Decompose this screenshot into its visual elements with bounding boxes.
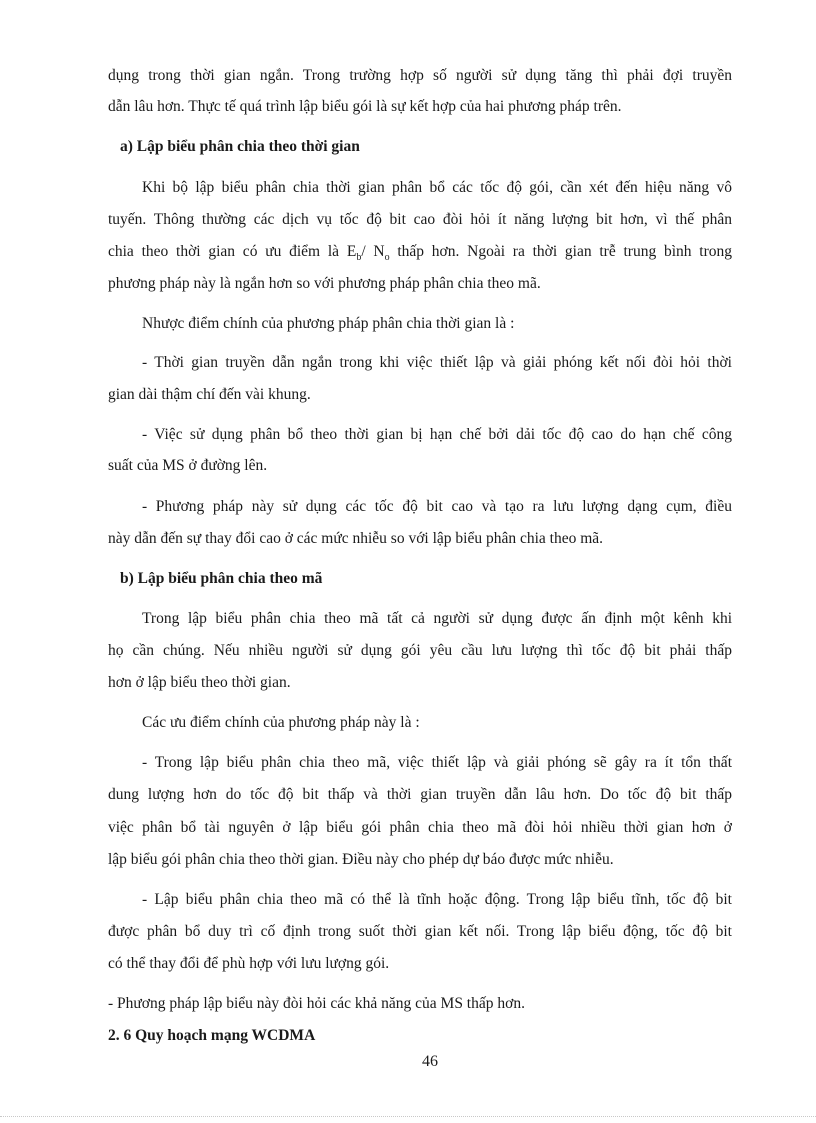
paragraph-line: Trong lập biểu phân chia theo mã tất cả người sử dụng được ấn định một kênh khi bbox=[142, 610, 732, 627]
bullet-line: có thể thay đổi để phù hợp với lưu lượng gói. bbox=[108, 955, 390, 972]
section-heading-a: a) Lập biểu phân chia theo thời gian bbox=[120, 138, 360, 155]
section-heading-2-6: 2. 6 Quy hoạch mạng WCDMA bbox=[108, 1027, 316, 1044]
paragraph-line: phương pháp này là ngắn hơn so với phương pháp phân chia theo mã. bbox=[108, 275, 541, 292]
bullet-line: - Lập biểu phân chia theo mã có thể là tĩnh hoặc động. Trong lập biểu tĩnh, tốc độ bit bbox=[142, 891, 732, 908]
paragraph-line: hơn ở lập biểu theo thời gian. bbox=[108, 674, 291, 691]
bullet-line: - Việc sử dụng phân bổ theo thời gian bị hạn chế bởi dải tốc độ cao do hạn chế công bbox=[142, 426, 732, 443]
paragraph-line: tuyến. Thông thường các dịch vụ tốc độ bit cao đòi hỏi ít năng lượng bit hơn, vì thế phân bbox=[108, 211, 732, 228]
bullet-line: - Phương pháp này sử dụng các tốc độ bit cao và tạo ra lưu lượng dạng cụm, điều bbox=[142, 498, 732, 515]
subscript: b bbox=[356, 252, 362, 264]
bullet-line: dung lượng hơn do tốc độ bit thấp và thời gian truyền dẫn lâu hơn. Do tốc độ bit thấp bbox=[108, 786, 732, 803]
paragraph-line bbox=[108, 242, 732, 262]
bullet-line: - Phương pháp lập biểu này đòi hỏi các khả năng của MS thấp hơn. bbox=[108, 995, 525, 1012]
subscript: o bbox=[384, 252, 390, 264]
paragraph-line: Các ưu điểm chính của phương pháp này là : bbox=[142, 714, 420, 731]
bullet-line: này dẫn đến sự thay đổi cao ở các mức nhiễu so với lập biểu phân chia theo mã. bbox=[108, 530, 604, 547]
bullet-line: lập biểu gói phân chia theo thời gian. Điều này cho phép dự báo được mức nhiễu. bbox=[108, 851, 614, 868]
page-number: 46 bbox=[422, 1053, 438, 1070]
paragraph-line: họ cần chúng. Nếu nhiều người sử dụng gói yêu cầu lưu lượng thì tốc độ bit phải thấp bbox=[108, 642, 732, 659]
text-span: thấp hơn. Ngoài ra thời gian trễ trung bình trong bbox=[389, 243, 732, 260]
text-span: / N bbox=[361, 243, 385, 260]
bullet-line: gian dài thậm chí đến vài khung. bbox=[108, 386, 311, 403]
bullet-line: được phân bổ duy trì cố định trong suốt thời gian kết nối. Trong lập biểu động, tốc độ bit bbox=[108, 923, 732, 940]
paragraph-line: dụng trong thời gian ngắn. Trong trường hợp số người sử dụng tăng thì phải đợi truyền bbox=[108, 67, 732, 84]
section-heading-b: b) Lập biểu phân chia theo mã bbox=[120, 570, 323, 587]
bullet-line: suất của MS ở đường lên. bbox=[108, 457, 268, 474]
footer-divider bbox=[0, 1116, 816, 1117]
paragraph-line: Khi bộ lập biểu phân chia thời gian phân bổ các tốc độ gói, cần xét đến hiệu năng vô bbox=[142, 179, 732, 196]
bullet-line: - Thời gian truyền dẫn ngắn trong khi việc thiết lập và giải phóng kết nối đòi hỏi thời bbox=[142, 354, 732, 371]
text-span: chia theo thời gian có ưu điểm là E bbox=[108, 243, 357, 260]
bullet-line: - Trong lập biểu phân chia theo mã, việc thiết lập và giải phóng sẽ gây ra ít tổn thất bbox=[142, 754, 732, 771]
paragraph-line: dẫn lâu hơn. Thực tế quá trình lập biểu gói là sự kết hợp của hai phương pháp trên. bbox=[108, 98, 622, 115]
bullet-line: việc phân bổ tài nguyên ở lập biểu gói phân chia theo mã đòi hỏi nhiều thời gian hơn ở bbox=[108, 819, 732, 836]
paragraph-line: Nhược điểm chính của phương pháp phân chia thời gian là : bbox=[142, 315, 515, 332]
